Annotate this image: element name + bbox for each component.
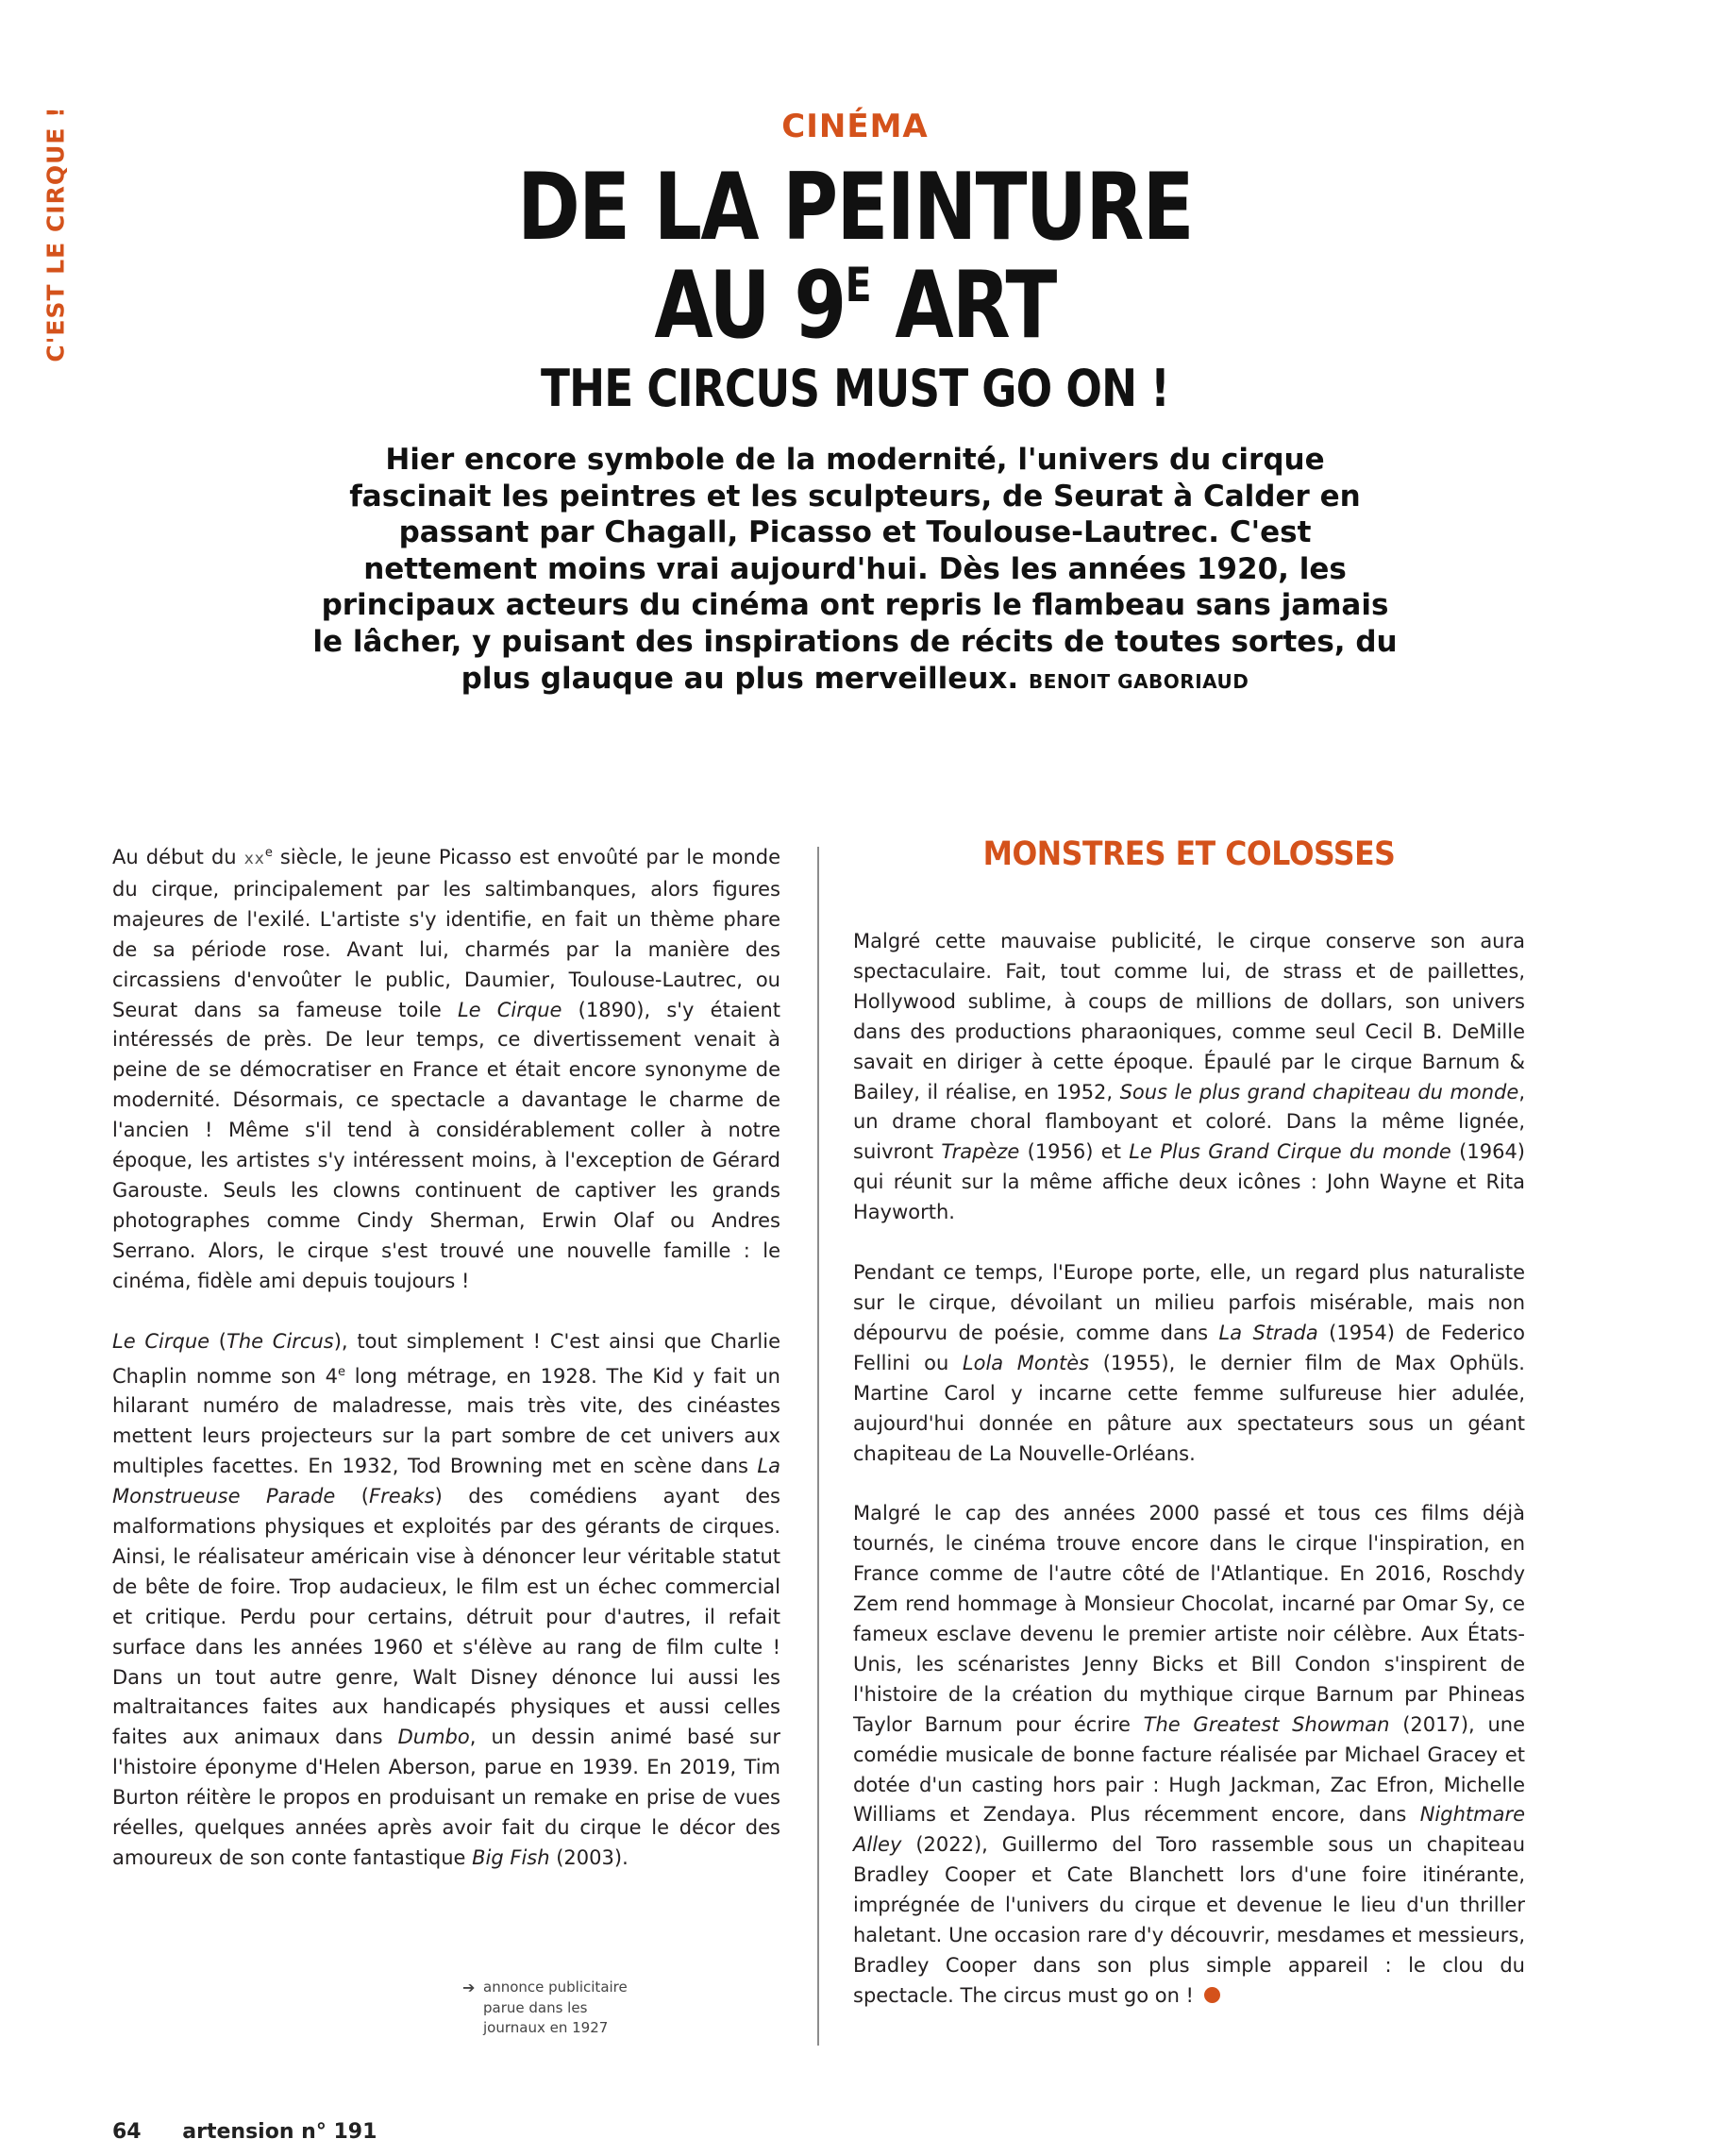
section-heading: MONSTRES ET COLOSSES	[982, 835, 1396, 873]
film-title: The Circus	[226, 1329, 334, 1353]
caption-line-3: journaux en 1927	[483, 2019, 609, 2036]
end-mark-dot	[1204, 1987, 1220, 2003]
title-line-2-a: AU 9	[654, 252, 846, 360]
text-run: siècle, le jeune Picasso est envoûté par le monde du cirque, principalement par les saltimbanques, alors figures majeures de l'exilé. L'artiste s'y identifie, en fait un thème phare de sa période rose. Avant lui, charmés par la manière des circassiens d'envoûter le public, Daumier, Toulouse-Lautrec, ou Seurat dans sa fameuse toile	[112, 846, 780, 1021]
text-run: , un drame choral flamboyant et coloré. Dans la même lignée, suivront	[853, 1080, 1525, 1164]
text-run: (2003).	[549, 1846, 629, 1869]
left-column	[112, 838, 780, 1874]
film-title: Trapèze	[941, 1140, 1020, 1164]
right-paragraph-2	[853, 1258, 1525, 1469]
film-title: La Monstrueuse Parade	[112, 1455, 780, 1508]
right-paragraph-3	[853, 1499, 1525, 2011]
magazine-issue: artension n° 191	[182, 2120, 377, 2144]
page-number: 64	[112, 2120, 142, 2144]
text-run: (2022), Guillermo del Toro rassemble sous un chapiteau Bradley Cooper et Cate Blanchett lors d'une foire itinérante, imprégnée de l'univers du cirque et devenue le lieu d'un thriller haletant. Une occasion rare d'y découvrir, mesdames et messieurs, Bradley Cooper dans son plus simple appareil : le clou du spectacle. The circus must go on !	[853, 1833, 1525, 2007]
century-sup: e	[264, 846, 273, 860]
film-title: Sous le plus grand chapiteau du monde	[1119, 1080, 1519, 1103]
text-run: ) des comédiens ayant des malformations physiques et exploités par des gérants de cirques. Ainsi, le réalisateur américain vise à dénoncer leur véritable statut de bête de foire. Trop audacieux, le film est un échec commercial et critique. Perdu pour certains, détruit pour d'autres, il refait surface dans les années 1960 et s'élève au rang de film culte ! Dans un tout autre genre, Walt Disney dénonce lui aussi les maltraitances faites aux handicapés physiques et aussi celles faites aux animaux dans	[112, 1485, 780, 1749]
text-run: (1890), s'y étaient intéressés de près. De leur temps, ce divertissement venait à peine de se démocratiser en France et était encore synonyme de modernité. Désormais, ce spectacle a davantage le charme de l'ancien ! Même s'il tend à considérablement coller à notre époque, les artistes s'y intéressent moins, à l'exception de Gérard Garouste. Seuls les clowns continuent de captiver les grands photographes comme Cindy Sherman, Erwin Olaf ou Andres Serrano. Alors, le cirque s'est trouvé une nouvelle famille : le cinéma, fidèle ami depuis toujours !	[112, 998, 780, 1292]
film-title: Big Fish	[472, 1846, 550, 1869]
text-run: (1955), le dernier film de Max Ophüls. Martine Carol y incarne cette femme sulfureuse hier adulée, aujourd'hui donnée en pâture aux spectateurs sous un géant chapiteau de La Nouvelle-Orléans.	[853, 1351, 1525, 1465]
text-run: Pendant ce temps, l'Europe porte, elle, un regard plus naturaliste sur le cirque, dévoilant un milieu parfois misérable, mais non dépourvu de poésie, comme dans	[853, 1261, 1525, 1344]
standfirst-text: Hier encore symbole de la modernité, l'univers du cirque fascinait les peintres et les sculpteurs, de Seurat à Calder en passant par Chagall, Picasso et Toulouse-Lautrec. C'est nettement moins vrai aujourd'hui. Dès les années 1920, les principaux acteurs du cinéma ont repris le flambeau sans jamais le lâcher, y puisant des inspirations de récits de toutes sortes, du plus glauque au plus merveilleux.	[312, 443, 1398, 696]
caption-line-2: parue dans les	[483, 1998, 588, 2016]
image-caption	[462, 1978, 691, 2039]
ordinal-sup: e	[337, 1364, 345, 1379]
text-run: (1956) et	[1019, 1140, 1130, 1164]
column-divider	[817, 847, 819, 2046]
film-title: Dumbo	[397, 1726, 470, 1749]
text-run: (	[335, 1485, 369, 1508]
left-paragraph-1	[112, 838, 780, 1297]
arrow-right-icon: ➔	[462, 1979, 476, 1996]
text-run: long métrage, en 1928. The Kid y fait un hilarant numéro de maladresse, mais très vite, des cinéastes mettent leurs projecteurs sur la part sombre de cet univers aux multiples facettes. En 1932, Tod Browning met en scène dans	[112, 1364, 780, 1478]
right-column	[853, 927, 1525, 2012]
text-run: ), tout simplement ! C'est ainsi que Charlie Chaplin nomme son 4	[112, 1329, 780, 1388]
text-run: Malgré cette mauvaise publicité, le cirque conserve son aura spectaculaire. Fait, tout comme lui, de strass et de paillettes, Hollywood sublime, à coups de millions de dollars, son univers dans des productions pharaoniques, comme seul Cecil B. DeMille savait en diriger à cette époque. Épaulé par le cirque Barnum & Bailey, il réalise, en 1952,	[853, 930, 1525, 1103]
century-numeral: xx	[243, 850, 265, 868]
section-side-label	[34, 106, 77, 362]
text-run: (	[210, 1329, 226, 1353]
rubric-label: CINÉMA	[781, 108, 929, 145]
artwork-title: Le Cirque	[457, 998, 562, 1021]
section-side-label-text: C'EST LE CIRQUE !	[42, 106, 70, 362]
text-run: (1954) de Federico Fellini ou	[853, 1321, 1525, 1374]
text-run: , un dessin animé basé sur l'histoire éponyme d'Helen Aberson, parue en 1939. En 2019, Tim Burton réitère le propos en produisant un remake en prise de vues réelles, quelques années après avoir fait du cirque le décor des amoureux de son conte fantastique	[112, 1726, 780, 1869]
page-subtitle: THE CIRCUS MUST GO ON !	[540, 359, 1169, 418]
film-title: Le Cirque	[112, 1329, 210, 1353]
film-title: The Greatest Showman	[1143, 1712, 1390, 1736]
caption-line-1: annonce publicitaire	[483, 1979, 628, 1996]
right-paragraph-1	[853, 927, 1525, 1228]
title-line-1: DE LA PEINTURE	[517, 154, 1193, 261]
film-title: Lola Montès	[962, 1351, 1090, 1374]
film-title: La Strada	[1218, 1321, 1318, 1344]
film-title: Le Plus Grand Cirque du monde	[1129, 1140, 1451, 1164]
text-run: (2017), une comédie musicale de bonne facture réalisée par Michael Gracey et dotée d'un casting hors pair : Hugh Jackman, Zac Efron, Michelle Williams et Zendaya. Plus récemment encore, dans	[853, 1712, 1525, 1827]
film-title: Nightmare Alley	[853, 1803, 1525, 1857]
author-byline: BENOIT GABORIAUD	[1028, 669, 1249, 693]
page-footer	[112, 2120, 377, 2144]
text-run: Au début du	[112, 846, 244, 868]
text-run: Malgré le cap des années 2000 passé et tous ces films déjà tournés, le cinéma trouve encore dans le cirque l'inspiration, en France comme de l'autre côté de l'Atlantique. En 2016, Roschdy Zem rend hommage à Monsieur Chocolat, incarné par Omar Sy, ce fameux esclave devenu le premier artiste noir célèbre. Aux États-Unis, les scénaristes Jenny Bicks et Bill Condon s'inspirent de l'histoire de la création du mythique cirque Barnum par Phineas Taylor Barnum pour écrire	[853, 1502, 1525, 1736]
standfirst	[311, 442, 1399, 699]
text-run: (1964) qui réunit sur la même affiche deux icônes : John Wayne et Rita Hayworth.	[853, 1140, 1525, 1224]
page-title	[154, 154, 1556, 360]
left-paragraph-2	[112, 1327, 780, 1874]
film-title: Freaks	[368, 1485, 435, 1508]
title-line-2-b: ART	[869, 252, 1056, 360]
title-line-2-sup: E	[845, 258, 870, 312]
